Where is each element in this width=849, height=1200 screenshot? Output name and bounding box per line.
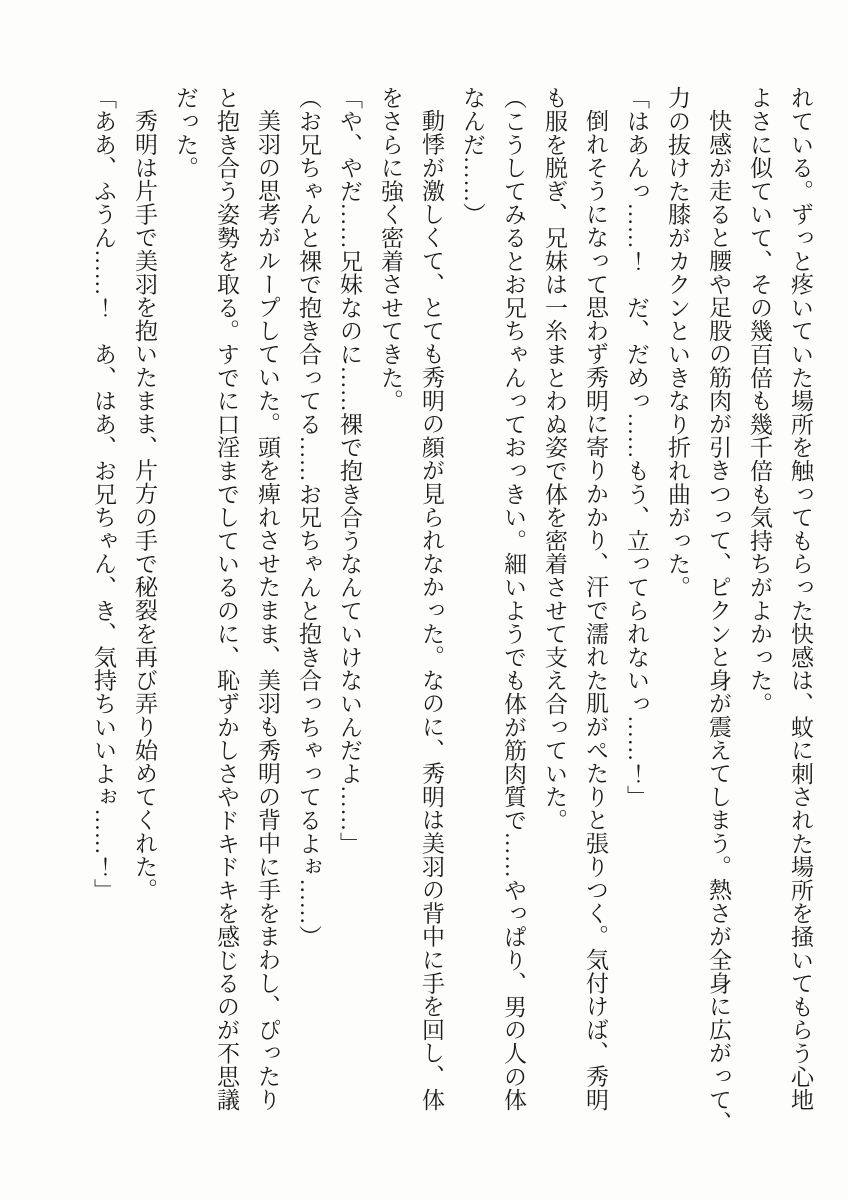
vertical-text-block <box>83 86 821 1138</box>
text-line-4: 力の抜けた膝がカクンといきなり折れ曲がった。 <box>665 86 690 599</box>
text-line-11: をさらに強く密着させてきた。 <box>378 86 403 413</box>
text-line-3: 快感が走ると腰や足股の筋肉が引きつって、ピクンと身が震えてしまう。熱さが全身に広がって、 <box>706 109 731 1135</box>
text-line-8: （こうしてみるとお兄ちゃんっておっきい。細いようでも体が筋肉質で……やっぱり、男の人の体 <box>501 86 526 1112</box>
text-line-5: 「はあんっ……！ だ、だめっ……もう、立ってられないっ……！」 <box>624 86 649 809</box>
text-line-17: 秀明は片手で美羽を抱いたまま、片方の手で秘裂を再び弄り始めてくれた。 <box>132 109 157 902</box>
text-line-9: なんだ……） <box>460 86 485 226</box>
text-line-15: と抱き合う姿勢を取る。すでに口淫までしているのに、恥ずかしさやドキドキを感じるのが不思議 <box>214 86 239 1112</box>
text-line-7: も服を脱ぎ、兄妹は一糸まとわぬ姿で体を密着させて支え合っていた。 <box>542 86 567 832</box>
text-line-14: 美羽の思考がループしていた。頭を痺れさせたまま、美羽も秀明の背中に手をまわし、ぴったり <box>255 109 280 1111</box>
text-line-18: 「ああ、ふうん……！ あ、はあ、お兄ちゃん、き、気持ちいいよぉ……！」 <box>91 86 116 902</box>
text-line-13: （お兄ちゃんと裸で抱き合ってる……お兄ちゃんと抱き合っちゃってるよぉ……） <box>296 86 321 949</box>
text-line-12: 「や、やだ……兄妹なのに……裸で抱き合うなんていけないんだよ……」 <box>337 86 362 855</box>
text-line-16: だった。 <box>173 86 198 180</box>
text-line-10: 動悸が激しくて、とても秀明の顔が見られなかった。なのに、秀明は美羽の背中に手を回し、体 <box>419 109 444 1111</box>
text-line-2: よさに似ていて、その幾百倍も幾千倍も気持ちがよかった。 <box>747 86 772 716</box>
text-line-1: れている。ずっと疼いていた場所を触ってもらった快感は、蚊に刺された場所を掻いてもらう心地 <box>788 86 813 1112</box>
text-line-6: 倒れそうになって思わず秀明に寄りかかり、汗で濡れた肌がぺたりと張りつく。気付けば、秀明 <box>583 109 608 1111</box>
